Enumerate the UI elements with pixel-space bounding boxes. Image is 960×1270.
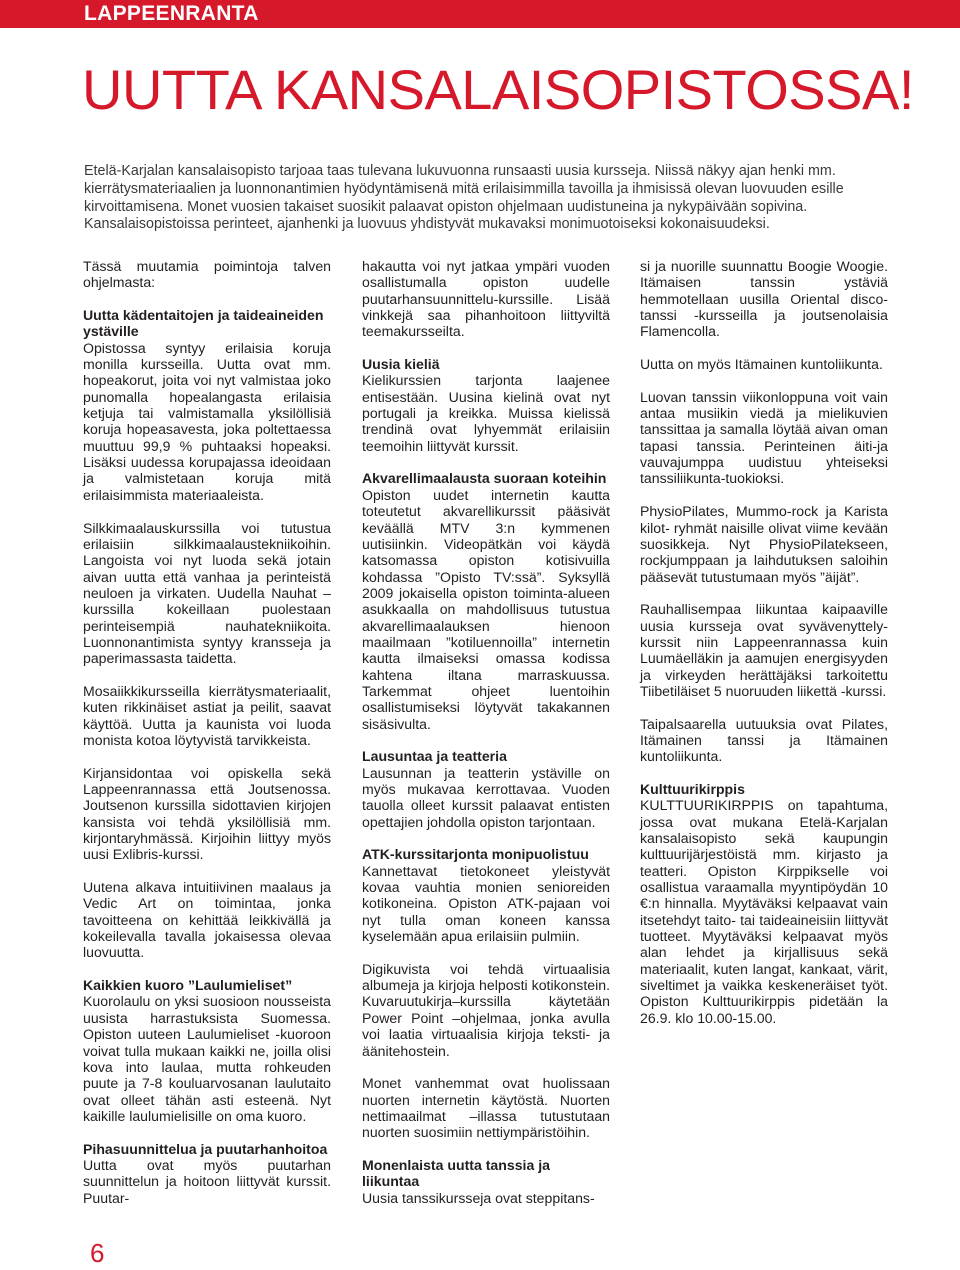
col3-paragraph: Uutta on myös Itämainen kuntoliikunta.	[640, 356, 883, 373]
col2-heading-watercolor: Akvarellimaalausta suoraan koteihin	[362, 470, 607, 487]
intro-paragraph: Etelä-Karjalan kansalaisopisto tarjoaa taas tulevana lukuvuonna runsaasti uusia kursseja. Niissä näkyy ajan henki mm. kierrätysmateriaalien ja luonnonantimien hyödyntämisenä mitä erilaisimmilla tavoilla ja ihmisissä olevan luovuuden esille kirvoittamisena. Monet vuosien takaiset suosikit palaavat opiston ohjelmaan uudistuneina ja nykypäivään sopivina. Kansalaisopistoissa perinteet, ajanhenki ja luovuus yhdistyvät mukavaksi monimuotoiseksi kokonaisuudeksi.	[84, 163, 844, 233]
column-2	[362, 258, 610, 1206]
section-label: LAPPEENRANTA	[84, 2, 259, 25]
headline: UUTTA KANSALAISOPISTOSSA!	[82, 58, 914, 121]
col1-paragraph: Uutena alkava intuitiivinen maalaus ja Vedic Art on toimintaa, jonka tavoitteena on kehittää leikkivällä ja kokeilevalla tavalla jokaisessa olevaa luovuutta.	[83, 879, 331, 961]
col2-paragraph: Kannettavat tietokoneet yleistyvät kovaa vauhtia monien senioreiden kotikoneina. Opiston ATK-pajaan voi nyt tulla oman koneen kanssa kyselemään apua erilaisiin pulmiin.	[362, 862, 610, 945]
col2-heading-languages: Uusia kieliä	[362, 356, 440, 373]
col1-heading-garden: Pihasuunnittelua ja puutarhanhoitoa	[83, 1140, 328, 1157]
col1-paragraph: Kirjansidontaa voi opiskella sekä Lappeenrannassa että Joutsenossa. Joutsenon kurssilla sidottavien kirjojen kansista voi tehdä yksilöllisiä mm. kirjontaryhmässä. Kirjoihin liittyy myös uusi Exlibris-kurssi.	[83, 764, 331, 863]
col2-paragraph: hakautta voi nyt jatkaa ympäri vuoden osallistumalla opiston uudelle puutarhansuunnittelu-kurssille. Lisää vinkkejä saa pihanhoitoon liittyviltä teemakursseilta.	[362, 258, 610, 340]
col2-heading-computer: ATK-kurssitarjonta monipuolistuu	[362, 846, 589, 863]
col1-paragraph: Tässä muutamia poimintoja talven ohjelmasta:	[83, 258, 331, 291]
col2-paragraph: Monet vanhemmat ovat huolissaan nuorten internetin käytöstä. Nuorten nettimaailmat –illassa tutustutaan nuorten suosimiin nettiympäristöihin.	[362, 1075, 610, 1141]
col2-heading-theatre: Lausuntaa ja teatteria	[362, 748, 507, 765]
col3-paragraph: Taipalsaarella uutuuksia ovat Pilates, Itämainen tanssi ja Itämainen kuntoliikunta.	[640, 715, 888, 765]
col3-paragraph: Rauhallisempaa liikuntaa kaipaaville uusia kursseja ovat syvävenyttely-kurssit niin Lappeenrannassa kuin Luumäelläkin ja aamujen energisyyden ja virkeyden herättäjäksi tarkoitettu Tiibetiläiset 5 nuoruuden liikettä -kurssi.	[640, 601, 888, 699]
col1-paragraph: Mosaiikkikursseilla kierrätysmateriaalit, kuten rikkinäiset astiat ja peilit, saavat käyttöä. Uutta ja kaunista voi luoda monista kotoa löytyvistä tarvikkeista.	[83, 682, 331, 748]
col1-paragraph: Silkkimaalauskurssilla voi tutustua erilaisiin silkkimaalaustekniikoihin. Langoista voi nyt luoda sekä jotain aivan uutta että vanhaa ja perinteistä neuloen ja virkaten. Uudella Nauhat –kurssilla kokeillaan puolestaan perinteisempiä nauhatekniikoita. Luonnonantimista syntyy kransseja ja paperimassasta taidetta.	[83, 519, 331, 667]
col3-paragraph: PhysioPilates, Mummo-rock ja Karista kilot- ryhmät naisille olivat viime kevään suosikkeja. Nyt PhysioPilatekseen, rockjumppaan ja laihdutuksen saloihin pääsevät tutustumaan myös ”äijät”.	[640, 503, 888, 585]
col1-paragraph: Opistossa syntyy erilaisia koruja monilla kursseilla. Uutta ovat mm. hopeakorut, joita voi nyt valmistaa joko punomalla hopealangasta erilaisia ketjuja tai valmistamalla yksilöllisiä koruja hopeasavesta, joka poltettaessa muuttuu 99,9 % puhtaaksi hopeaksi. Lisäksi uudessa korupajassa ideoidaan ja valmistetaan koruja mitä erilaisimmista materiaaleista.	[83, 339, 331, 503]
col2-paragraph: Uusia tanssikursseja ovat steppitans-	[362, 1189, 595, 1206]
col3-paragraph: si ja nuorille suunnattu Boogie Woogie. Itämaisen tanssin ystäviä hemmotellaan uusilla Oriental disco-tanssi -kursseilla ja joutsenolaisia Flamencolla.	[640, 258, 888, 340]
page-number: 6	[90, 1238, 105, 1268]
col2-paragraph: Kielikurssien tarjonta laajenee entisestään. Uusina kielinä ovat nyt portugali ja kreikka. Muissa kielissä trendinä ovat lyhyemmät erilaisiin teemoihin liittyvät kurssit.	[362, 372, 610, 454]
column-3	[640, 258, 888, 1026]
col2-paragraph: Digikuvista voi tehdä virtuaalisia albumeja ja kirjoja helposti kotikonstein. Kuvaruutukirja–kurssilla käytetään Power Point –ohjelmaa, jonka avulla voi laatia virtuaalisia kirjoja teksti- ja äänitehostein.	[362, 960, 610, 1059]
col3-paragraph: Luovan tanssin viikonloppuna voit vain antaa musiikin viedä ja mielikuvien tanssittaa ja samalla löytää aivan oman tapasi tanssia. Perinteinen äiti-ja vauvajumppa uudistuu yhteiseksi tanssiliikunta-tuokioksi.	[640, 388, 888, 487]
column-1	[83, 258, 331, 1206]
col2-paragraph: Lausunnan ja teatterin ystäville on myös mukavaa kerrottavaa. Vuoden tauolla olleet kurssit palaavat entisten opettajien johdolla opiston tarjontaan.	[362, 764, 610, 830]
section-bar	[0, 0, 960, 28]
col3-heading-flea-market: Kulttuurikirppis	[640, 781, 745, 797]
col1-paragraph: Uutta ovat myös puutarhan suunnittelun ja hoitoon liittyvät kurssit. Puutar-	[83, 1156, 331, 1206]
col2-heading-dance: Monenlaista uutta tanssia ja liikuntaa	[362, 1156, 550, 1190]
col1-heading-crafts: Uutta kädentaitojen ja taideaineiden ystäville	[83, 307, 324, 340]
col3-paragraph: KULTTUURIKIRPPIS on tapahtuma, jossa ovat mukana Etelä-Karjalan kansalaisopisto sekä kaupungin kulttuurijärjestöistä mm. kirjasto ja teatteri. Opiston Kirppikselle voi osallistua varaamalla myyntipöydän 10 €:n hinnalla. Myytäväksi kelpaavat vain itsetehdyt taito- tai taideaineisiin liittyvät tuotteet. Myytäväksi kelpaavat myös alan lehdet ja kirjallisuus sekä materiaalit, kuten langat, kankaat, värit, siveltimet ja vaikka keskeneräiset työt. Opiston Kulttuurikirppis pidetään la 26.9. klo 10.00-15.00.	[640, 797, 888, 1026]
col2-paragraph: Opiston uudet internetin kautta toteutetut akvarellikurssit pääsivät keväällä MTV 3:n kymmenen uutisiinkin. Videopätkän voi käydä katsomassa opiston kotisivuilla kohdassa ”Opisto TV:ssä”. Syksyllä 2009 jokaisella opiston toiminta-alueen asukkaalla on mahdollisuus tutustua akvarellimaalauksen hienoon maailmaan ”kotiluennoilla” internetin kautta ilmaiseksi omassa kodissa kahtena iltana marraskuussa. Tarkemmat ohjeet luentoihin osallistumiseksi löytyvät takakannen sisäsivulta.	[362, 486, 610, 732]
col1-paragraph: Kuorolaulu on yksi suosioon nousseista uusista harrastuksista Suomessa. Opiston uuteen Laulumieliset -kuoroon voivat tulla mukaan kaikki ne, joilla olisi kova into laulaa, mutta rohkeuden puute ja 7-8 kouluarvosanan laulutaito ovat olleet tähän asti esteenä. Nyt kaikille laulumielisille on oma kuoro.	[83, 993, 331, 1124]
col1-heading-choir: Kaikkien kuoro ”Laulumieliset”	[83, 977, 293, 994]
